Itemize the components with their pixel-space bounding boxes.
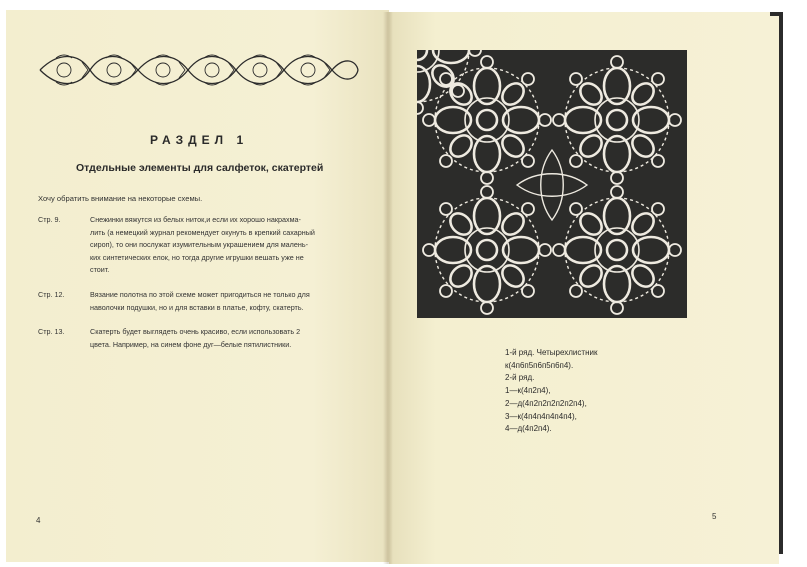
left-page (6, 10, 389, 562)
section-heading: РАЗДЕЛ 1 (150, 133, 249, 147)
entry-line: Снежинки вяжутся из белых ниток,и если их хорошо накрахма- (90, 215, 301, 224)
entry-text (90, 326, 358, 351)
pattern-line: 4—д(4п2п4). (505, 424, 552, 434)
entry-line: сироп), то они послужат изумительным украшением для малень- (90, 240, 308, 249)
decorative-ornament (38, 50, 360, 90)
pattern-line: 2-й ряд. (505, 373, 535, 383)
page-reference: Стр. 13. (38, 327, 65, 336)
entry-line: ких синтетических елок, но тогда другие игрушки вешать уже не (90, 252, 304, 262)
pattern-line: к(4п6п5п6п5п6п4). (505, 360, 574, 370)
entry-line: цвета. Например, на синем фоне дуг—белые пятилистники. (90, 339, 292, 349)
lace-motif-photo (417, 50, 687, 318)
entry-text (90, 289, 358, 314)
page-edge (779, 14, 783, 554)
page-number-left: 4 (36, 516, 41, 525)
pattern-instructions (505, 347, 597, 436)
page-reference: Стр. 12. (38, 290, 65, 299)
entry-line: Скатерть будет выглядеть очень красиво, если использовать 2 (90, 327, 301, 336)
entry-text (90, 214, 358, 277)
entry-line: стоит. (90, 265, 110, 274)
book-spine (383, 12, 393, 564)
intro-text: Хочу обратить внимание на некоторые схемы. (38, 194, 203, 203)
pattern-line: 3—к(4п4п4п4п4п4), (505, 411, 577, 421)
page-reference: Стр. 9. (38, 215, 61, 224)
entry-line: наволочки подушки, но и для вставки в платье, кофту, скатерть. (90, 302, 304, 312)
page-edge-corner (770, 12, 783, 16)
pattern-line: 2—д(4п2п2п2п2п2п4), (505, 398, 587, 408)
pattern-line: 1—к(4п2п4), (505, 386, 551, 396)
entry-line: лить (а немецкий журнал рекомендует окунуть в крепкий сахарный (90, 227, 315, 237)
page-number-right: 5 (712, 512, 717, 521)
section-subtitle: Отдельные элементы для салфеток, скатертей (76, 162, 324, 174)
pattern-line: 1-й ряд. Четырехлистник (505, 348, 598, 357)
entry-line: Вязание полотна по этой схеме может пригодиться не только для (90, 290, 310, 299)
